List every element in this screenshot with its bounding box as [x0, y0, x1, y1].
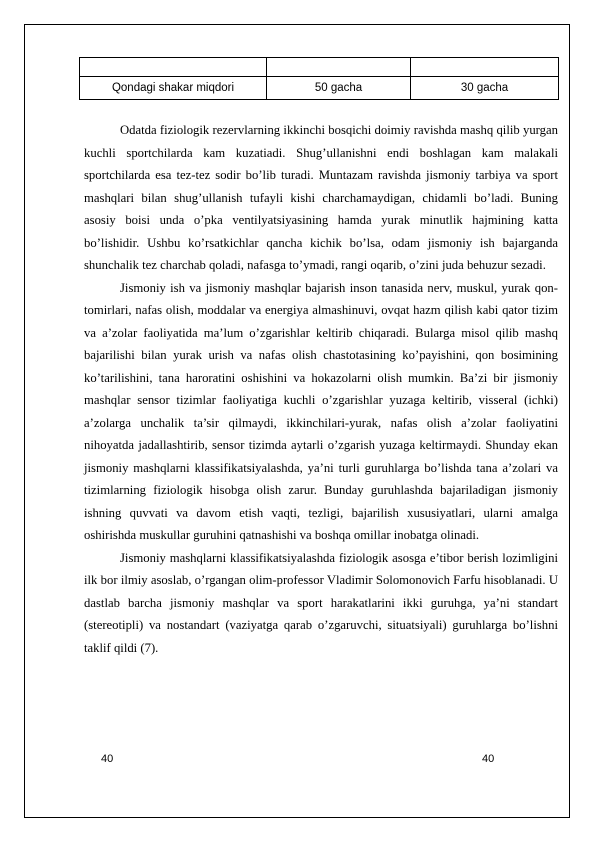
row-value-1: 50 gacha — [267, 77, 411, 100]
table-cell — [411, 58, 559, 77]
body-text — [84, 119, 558, 659]
paragraph: Jismoniy mashqlarni klassifikatsiyalashda fiziologik asosga e’tibor berish lozimligini ilk bor ilmiy asoslab, o’rgangan olim-professor Vladimir Solomonovich Farfu hisoblanadi. U dastlab barcha jismoniy mashqlar va sport harakatlarini ikki guruhga, ya’ni standart (stereotipli) va nostandart (vaziyatga qarab o’zgaruvchi, situatsiyali) guruhlarga bo’lishni taklif qildi (7). — [84, 550, 558, 655]
page-number: 40 — [101, 753, 114, 765]
table-header-row — [80, 58, 559, 77]
row-value-2: 30 gacha — [411, 77, 559, 100]
sugar-table — [79, 57, 559, 100]
table-cell — [267, 58, 411, 77]
paragraph: Odatda fiziologik rezervlarning ikkinchi bosqichi doimiy ravishda mashq qilib yurgan kuchli sportchilarda kam kuzatiadi. Shug’ullanishni endi boshlagan kam malakali sportchilarda esa tez-tez sodir bo’lib turadi. Muntazam ravishda jismoniy tarbiya va sport mashqlari bilan shug’ullanish tufayli kishi charchamaydigan, chidamli bo’ladi. Buning asosiy boisi unda o’pka ventilyatsiyasining hamda yurak minutlik hajmining katta bo’lishidir. Ushbu ko’rsatkichlar qancha kichik bo’lsa, odam jismoniy ish bajarganda shunchalik tez charchab qoladi, nafasga to’ymadi, rangi oqarib, o’zini juda behuzur sezadi. — [84, 123, 558, 272]
table-row — [80, 77, 559, 100]
page-number: 40 — [482, 753, 495, 765]
table-cell — [80, 58, 267, 77]
paragraph: Jismoniy ish va jismoniy mashqlar bajarish inson tanasida nerv, muskul, yurak qon-tomirlari, nafas olish, moddalar va energiya almashinuvi, ovqat hazm qilish kabi qator tizim va a’zolar faoliyatida ma’lum o’zgarishlar keltirib chiqaradi. Bularga misol qilib mashq bajarilishi bilan yurak urish va nafas olish chastotasining ko’payishini, qon bosimining ko’tarilishini, tana haroratini oshishini va hokazolarni olish mumkin. Ba’zi bir jismoniy mashqlar sensor tizimlar faoliyatiga kuchli o’zgarishlar yuzaga keltirib, visseral (ichki) a’zolarga unchalik ta’sir qilmaydi, ikkinchilari-yurak, nafas olish a’zolar faoliyatini nihoyatda jadallashtirib, sensor tizimda aytarli o’zgarish yuzaga keltirmaydi. Shunday ekan jismoniy mashqlarni klassifikatsiyalashda, ya’ni turli guruhlarga bo’lishda tana a’zolari va tizimlarning fiziologik hisobga olish zarur. Bunday guruhlashda bajariladigan jismoniy ishning quvvati va davom etish vaqti, tezligi, bajarilish xususiyatlari, ularni amalga oshirishda muskullar guruhini qatnashishi va boshqa omillar inobatga olinadi. — [84, 280, 558, 542]
row-label: Qondagi shakar miqdori — [80, 77, 267, 100]
